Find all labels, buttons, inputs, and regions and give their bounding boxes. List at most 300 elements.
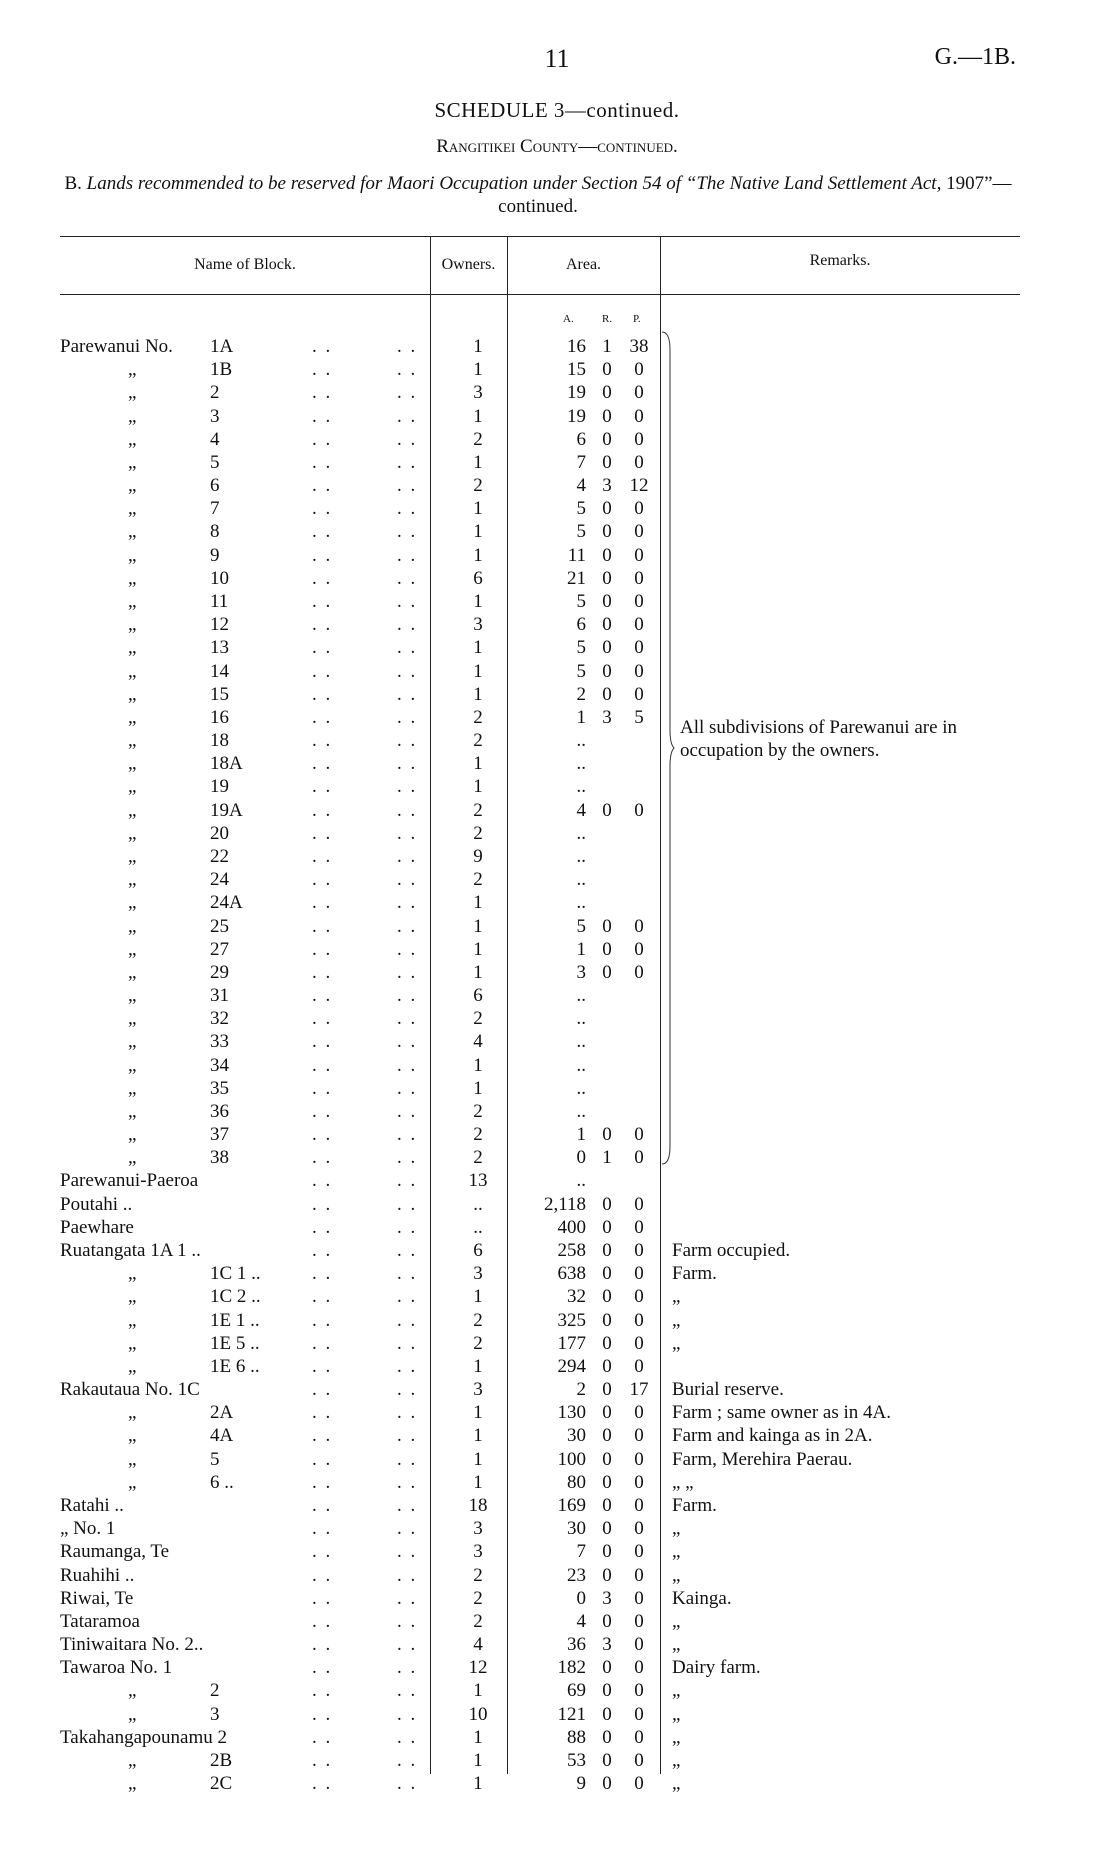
leader-dots: . . xyxy=(397,1773,418,1795)
table-row xyxy=(0,497,1114,520)
leader-dots: . . xyxy=(397,1749,418,1771)
owners-cell: 2 xyxy=(473,799,483,821)
leader-dots: . . xyxy=(397,1425,418,1447)
block-name: Paewhare xyxy=(60,1216,134,1238)
acres-cell: 6 xyxy=(576,614,586,636)
acres-cell: 53 xyxy=(567,1749,586,1771)
owners-cell: 6 xyxy=(473,1240,483,1262)
header-owners: Owners. xyxy=(441,256,496,273)
perches-cell: 0 xyxy=(634,544,644,566)
roods-cell: 0 xyxy=(602,1379,612,1401)
acres-cell: .. xyxy=(576,1031,586,1053)
subdivision: 1E 6 .. xyxy=(210,1355,260,1377)
section-heading-italic: Lands recommended to be reserved for Maori Occupation under Section 54 of “The Native Land Settlement Act, xyxy=(86,173,942,194)
leader-dots: . . xyxy=(397,336,418,357)
leader-dots: . . xyxy=(397,1379,418,1401)
subdivision: 1E 5 .. xyxy=(210,1332,260,1354)
perches-cell: 0 xyxy=(634,382,644,404)
subdivision: 6 .. xyxy=(210,1471,234,1493)
roods-cell: 0 xyxy=(602,590,612,612)
perches-cell: 0 xyxy=(634,590,644,612)
acres-cell: 5 xyxy=(576,521,586,543)
ditto-mark: „ xyxy=(128,938,137,960)
subdivision: 24 xyxy=(210,869,229,891)
ditto-mark: „ xyxy=(128,567,137,589)
ditto-mark: „ xyxy=(128,1054,137,1076)
table-row xyxy=(0,335,1114,358)
ditto-mark: „ xyxy=(128,359,137,381)
acres-cell: 11 xyxy=(567,544,586,566)
table-row xyxy=(0,405,1114,428)
roods-cell: 0 xyxy=(602,567,612,589)
table-row xyxy=(0,1123,1114,1146)
owners-cell: 2 xyxy=(473,869,483,891)
subdivision: 1C 1 .. xyxy=(210,1263,261,1285)
leader-dots: . . xyxy=(312,1726,333,1748)
leader-dots: . . xyxy=(312,382,333,404)
leader-dots: . . xyxy=(397,521,418,543)
owners-cell: 1 xyxy=(473,938,483,960)
perches-cell: 0 xyxy=(634,799,644,821)
acres-cell: 5 xyxy=(576,498,586,520)
leader-dots: . . xyxy=(312,1309,333,1331)
roods-cell: 0 xyxy=(602,1355,612,1377)
owners-cell: 2 xyxy=(473,706,483,728)
ditto-mark: „ xyxy=(128,1402,137,1424)
subdivision: 19A xyxy=(210,799,243,821)
leader-dots: . . xyxy=(397,1657,418,1679)
leader-dots: . . xyxy=(312,799,333,821)
acres-cell: 15 xyxy=(567,359,586,381)
owners-cell: 12 xyxy=(468,1657,488,1679)
acres-cell: 0 xyxy=(576,1147,586,1169)
acres-cell: 294 xyxy=(557,1355,586,1377)
table-row xyxy=(0,358,1114,381)
perches-cell: 0 xyxy=(634,1587,644,1609)
remarks-cell: „ xyxy=(672,1286,681,1308)
unit-perches: P. xyxy=(633,313,641,325)
leader-dots: . . xyxy=(312,567,333,589)
table-header-rule xyxy=(60,294,1020,295)
leader-dots: . . xyxy=(312,1634,333,1656)
ditto-mark: „ xyxy=(128,845,137,867)
ditto-mark: „ xyxy=(128,1425,137,1447)
ditto-mark: „ xyxy=(128,1100,137,1122)
owners-cell: 2 xyxy=(473,1008,483,1030)
subdivision: 1E 1 .. xyxy=(210,1309,260,1331)
acres-cell: 2 xyxy=(576,683,586,705)
roods-cell: 1 xyxy=(602,336,612,357)
owners-cell: 6 xyxy=(473,985,483,1007)
leader-dots: . . xyxy=(397,1518,418,1540)
perches-cell: 38 xyxy=(629,336,649,357)
perches-cell: 17 xyxy=(629,1379,649,1401)
roods-cell: 0 xyxy=(602,1518,612,1540)
perches-cell: 12 xyxy=(629,475,649,497)
acres-cell: 30 xyxy=(567,1518,586,1540)
table-row xyxy=(0,891,1114,914)
subdivision: 6 xyxy=(210,475,220,497)
leader-dots: . . xyxy=(312,1008,333,1030)
owners-cell: 2 xyxy=(473,1309,483,1331)
owners-cell: 3 xyxy=(473,614,483,636)
leader-dots: . . xyxy=(312,1332,333,1354)
table-row xyxy=(0,683,1114,706)
owners-cell: 13 xyxy=(468,1170,488,1192)
owners-cell: 3 xyxy=(473,1379,483,1401)
acres-cell: 177 xyxy=(557,1332,586,1354)
table-row xyxy=(0,1610,1114,1633)
ditto-mark: „ xyxy=(128,451,137,473)
leader-dots: . . xyxy=(312,1263,333,1285)
roods-cell: 0 xyxy=(602,938,612,960)
remarks-cell: „ xyxy=(672,1680,681,1702)
leader-dots: . . xyxy=(397,1448,418,1470)
ditto-mark: „ xyxy=(128,1124,137,1146)
ditto-mark: „ xyxy=(128,776,137,798)
subdivision: 11 xyxy=(210,590,229,612)
acres-cell: 19 xyxy=(567,405,586,427)
perches-cell: 0 xyxy=(634,1471,644,1493)
block-name: Riwai, Te xyxy=(60,1587,134,1609)
perches-cell: 0 xyxy=(634,1518,644,1540)
ditto-mark: „ xyxy=(128,1680,137,1702)
subdivision: 7 xyxy=(210,498,220,520)
block-name: Parewanui No. xyxy=(60,336,173,357)
subdivision: 20 xyxy=(210,822,229,844)
perches-cell: 0 xyxy=(634,1703,644,1725)
ditto-mark: „ xyxy=(128,1008,137,1030)
table-row xyxy=(0,1448,1114,1471)
table-row xyxy=(0,660,1114,683)
owners-cell: 1 xyxy=(473,915,483,937)
leader-dots: . . xyxy=(397,590,418,612)
perches-cell: 0 xyxy=(634,451,644,473)
roods-cell: 0 xyxy=(602,1448,612,1470)
perches-cell: 0 xyxy=(634,1495,644,1516)
roods-cell: 0 xyxy=(602,637,612,659)
leader-dots: . . xyxy=(397,1054,418,1076)
roods-cell: 0 xyxy=(602,799,612,821)
perches-cell: 0 xyxy=(634,1193,644,1215)
acres-cell: 5 xyxy=(576,590,586,612)
subdivision: 25 xyxy=(210,915,229,937)
table-row xyxy=(0,520,1114,543)
ditto-mark: „ xyxy=(128,405,137,427)
subdivision: 3 xyxy=(210,405,220,427)
leader-dots: . . xyxy=(397,544,418,566)
ditto-mark: „ xyxy=(128,428,137,450)
ditto-mark: „ xyxy=(128,892,137,914)
acres-cell: .. xyxy=(576,822,586,844)
leader-dots: . . xyxy=(312,637,333,659)
acres-cell: 400 xyxy=(557,1216,586,1238)
remarks-cell: Farm and kainga as in 2A. xyxy=(672,1425,873,1447)
acres-cell: 7 xyxy=(576,1541,586,1563)
remarks-cell: „ xyxy=(672,1610,681,1632)
acres-cell: 0 xyxy=(576,1587,586,1609)
acres-cell: .. xyxy=(576,753,586,775)
leader-dots: . . xyxy=(312,451,333,473)
ditto-mark: „ xyxy=(128,1332,137,1354)
leader-dots: . . xyxy=(312,1170,333,1192)
leader-dots: . . xyxy=(397,753,418,775)
acres-cell: 4 xyxy=(576,799,586,821)
remarks-cell: Burial reserve. xyxy=(672,1379,784,1401)
owners-cell: 1 xyxy=(473,1402,483,1424)
perches-cell: 0 xyxy=(634,1448,644,1470)
leader-dots: . . xyxy=(312,985,333,1007)
leader-dots: . . xyxy=(312,1749,333,1771)
remarks-cell: „ xyxy=(672,1749,681,1771)
perches-cell: 0 xyxy=(634,1286,644,1308)
roods-cell: 0 xyxy=(602,1610,612,1632)
subdivision: 18 xyxy=(210,730,229,752)
subdivision: 12 xyxy=(210,614,229,636)
leader-dots: . . xyxy=(397,1703,418,1725)
acres-cell: 2 xyxy=(576,1379,586,1401)
leader-dots: . . xyxy=(312,1680,333,1702)
leader-dots: . . xyxy=(312,1379,333,1401)
owners-cell: 2 xyxy=(473,475,483,497)
leader-dots: . . xyxy=(397,359,418,381)
roods-cell: 0 xyxy=(602,498,612,520)
subdivision: 22 xyxy=(210,845,229,867)
table-row xyxy=(0,1749,1114,1772)
subdivision: 38 xyxy=(210,1147,229,1169)
acres-cell: 121 xyxy=(557,1703,586,1725)
subdivision: 1A xyxy=(210,336,234,357)
roods-cell: 0 xyxy=(602,1216,612,1238)
leader-dots: . . xyxy=(397,451,418,473)
owners-cell: 1 xyxy=(473,521,483,543)
leader-dots: . . xyxy=(312,1124,333,1146)
perches-cell: 0 xyxy=(634,359,644,381)
remarks-cell: Farm, Merehira Paerau. xyxy=(672,1448,853,1470)
owners-cell: 10 xyxy=(468,1703,488,1725)
perches-cell: 0 xyxy=(634,915,644,937)
acres-cell: 16 xyxy=(567,336,586,357)
leader-dots: . . xyxy=(397,1355,418,1377)
table-row xyxy=(0,1193,1114,1216)
acres-cell: 100 xyxy=(557,1448,586,1470)
subdivision: 18A xyxy=(210,753,243,775)
table-row xyxy=(0,961,1114,984)
roods-cell: 0 xyxy=(602,1773,612,1795)
leader-dots: . . xyxy=(312,938,333,960)
table-row xyxy=(0,1564,1114,1587)
acres-cell: 5 xyxy=(576,660,586,682)
acres-cell: 7 xyxy=(576,451,586,473)
leader-dots: . . xyxy=(397,892,418,914)
leader-dots: . . xyxy=(397,660,418,682)
acres-cell: 2,118 xyxy=(543,1193,586,1215)
leader-dots: . . xyxy=(397,822,418,844)
table-row xyxy=(0,1540,1114,1563)
leader-dots: . . xyxy=(397,1402,418,1424)
ditto-mark: „ xyxy=(128,660,137,682)
leader-dots: . . xyxy=(397,799,418,821)
leader-dots: . . xyxy=(312,336,333,357)
roods-cell: 0 xyxy=(602,428,612,450)
ditto-mark: „ xyxy=(128,521,137,543)
table-row xyxy=(0,544,1114,567)
leader-dots: . . xyxy=(397,475,418,497)
leader-dots: . . xyxy=(312,590,333,612)
subdivision: 2 xyxy=(210,382,220,404)
ditto-mark: „ xyxy=(128,1773,137,1795)
acres-cell: 638 xyxy=(557,1263,586,1285)
owners-cell: 1 xyxy=(473,1773,483,1795)
subdivision: 27 xyxy=(210,938,229,960)
acres-cell: 21 xyxy=(567,567,586,589)
owners-cell: 2 xyxy=(473,428,483,450)
owners-cell: 2 xyxy=(473,1587,483,1609)
table-row xyxy=(0,451,1114,474)
roods-cell: 0 xyxy=(602,683,612,705)
remarks-cell: Kainga. xyxy=(672,1587,732,1609)
owners-cell: 1 xyxy=(473,1286,483,1308)
ditto-mark: „ xyxy=(128,822,137,844)
owners-cell: .. xyxy=(473,1216,483,1238)
owners-cell: 2 xyxy=(473,1610,483,1632)
perches-cell: 0 xyxy=(634,683,644,705)
owners-cell: 4 xyxy=(473,1031,483,1053)
acres-cell: 5 xyxy=(576,637,586,659)
table-row xyxy=(0,1401,1114,1424)
unit-acres: A. xyxy=(563,313,574,325)
ditto-mark: „ xyxy=(128,590,137,612)
owners-cell: 1 xyxy=(473,590,483,612)
table-row xyxy=(0,1424,1114,1447)
owners-cell: 1 xyxy=(473,1425,483,1447)
remarks-cell: „ „ xyxy=(672,1471,694,1493)
leader-dots: . . xyxy=(397,1147,418,1169)
ditto-mark: „ xyxy=(128,1031,137,1053)
perches-cell: 0 xyxy=(634,498,644,520)
remarks-cell: „ xyxy=(672,1703,681,1725)
perches-cell: 0 xyxy=(634,1657,644,1679)
table-row xyxy=(0,799,1114,822)
ditto-mark: „ xyxy=(128,1471,137,1493)
roods-cell: 0 xyxy=(602,1703,612,1725)
leader-dots: . . xyxy=(312,359,333,381)
leader-dots: . . xyxy=(397,1170,418,1192)
owners-cell: 1 xyxy=(473,498,483,520)
leader-dots: . . xyxy=(397,498,418,520)
table-row xyxy=(0,1100,1114,1123)
table-row xyxy=(0,1216,1114,1239)
header-remarks: Remarks. xyxy=(809,252,871,269)
subdivision: 37 xyxy=(210,1124,229,1146)
table-row xyxy=(0,567,1114,590)
owners-cell: 2 xyxy=(473,822,483,844)
owners-cell: 3 xyxy=(473,1518,483,1540)
owners-cell: 4 xyxy=(473,1634,483,1656)
leader-dots: . . xyxy=(397,961,418,983)
leader-dots: . . xyxy=(312,1773,333,1795)
table-row xyxy=(0,775,1114,798)
remarks-cell: Farm. xyxy=(672,1263,717,1285)
leader-dots: . . xyxy=(312,961,333,983)
perches-cell: 0 xyxy=(634,428,644,450)
block-name: Tawaroa No. 1 xyxy=(60,1657,173,1679)
subdivision: 31 xyxy=(210,985,229,1007)
table-row xyxy=(0,428,1114,451)
ditto-mark: „ xyxy=(128,753,137,775)
leader-dots: . . xyxy=(397,637,418,659)
acres-cell: 169 xyxy=(557,1495,586,1516)
perches-cell: 0 xyxy=(634,637,644,659)
subdivision: 14 xyxy=(210,660,229,682)
roods-cell: 0 xyxy=(602,1749,612,1771)
leader-dots: . . xyxy=(312,753,333,775)
ditto-mark: „ xyxy=(128,1309,137,1331)
roods-cell: 0 xyxy=(602,1564,612,1586)
owners-cell: 1 xyxy=(473,961,483,983)
leader-dots: . . xyxy=(397,845,418,867)
roods-cell: 3 xyxy=(602,475,612,497)
leader-dots: . . xyxy=(312,1518,333,1540)
leader-dots: . . xyxy=(312,1587,333,1609)
perches-cell: 0 xyxy=(634,1402,644,1424)
perches-cell: 0 xyxy=(634,1240,644,1262)
leader-dots: . . xyxy=(397,428,418,450)
table-row xyxy=(0,1656,1114,1679)
table-row xyxy=(0,1146,1114,1169)
subdivision: 29 xyxy=(210,961,229,983)
leader-dots: . . xyxy=(397,1077,418,1099)
table-row xyxy=(0,1077,1114,1100)
remarks-cell: „ xyxy=(672,1634,681,1656)
roods-cell: 0 xyxy=(602,1124,612,1146)
subdivision: 13 xyxy=(210,637,229,659)
owners-cell: 2 xyxy=(473,1100,483,1122)
page-number: 11 xyxy=(544,44,570,73)
perches-cell: 0 xyxy=(634,1726,644,1748)
roods-cell: 0 xyxy=(602,544,612,566)
table-top-rule xyxy=(60,236,1020,237)
perches-cell: 0 xyxy=(634,1680,644,1702)
owners-cell: 1 xyxy=(473,753,483,775)
leader-dots: . . xyxy=(397,915,418,937)
subdivision: 4A xyxy=(210,1425,234,1447)
leader-dots: . . xyxy=(397,1240,418,1262)
leader-dots: . . xyxy=(397,1726,418,1748)
leader-dots: . . xyxy=(312,869,333,891)
leader-dots: . . xyxy=(312,1495,333,1516)
owners-cell: 1 xyxy=(473,451,483,473)
leader-dots: . . xyxy=(312,544,333,566)
owners-cell: 3 xyxy=(473,1541,483,1563)
acres-cell: 30 xyxy=(567,1425,586,1447)
table-row xyxy=(0,868,1114,891)
acres-cell: 88 xyxy=(567,1726,586,1748)
remarks-cell: Farm. xyxy=(672,1495,717,1516)
owners-cell: 3 xyxy=(473,382,483,404)
owners-cell: 2 xyxy=(473,1564,483,1586)
owners-cell: 1 xyxy=(473,1448,483,1470)
leader-dots: . . xyxy=(312,475,333,497)
block-name: Tiniwaitara No. 2.. xyxy=(60,1634,204,1656)
leader-dots: . . xyxy=(312,1100,333,1122)
ditto-mark: „ xyxy=(128,799,137,821)
subdivision: 33 xyxy=(210,1031,229,1053)
table-row xyxy=(0,636,1114,659)
acres-cell: 32 xyxy=(567,1286,586,1308)
roods-cell: 0 xyxy=(602,1263,612,1285)
acres-cell: 80 xyxy=(567,1471,586,1493)
